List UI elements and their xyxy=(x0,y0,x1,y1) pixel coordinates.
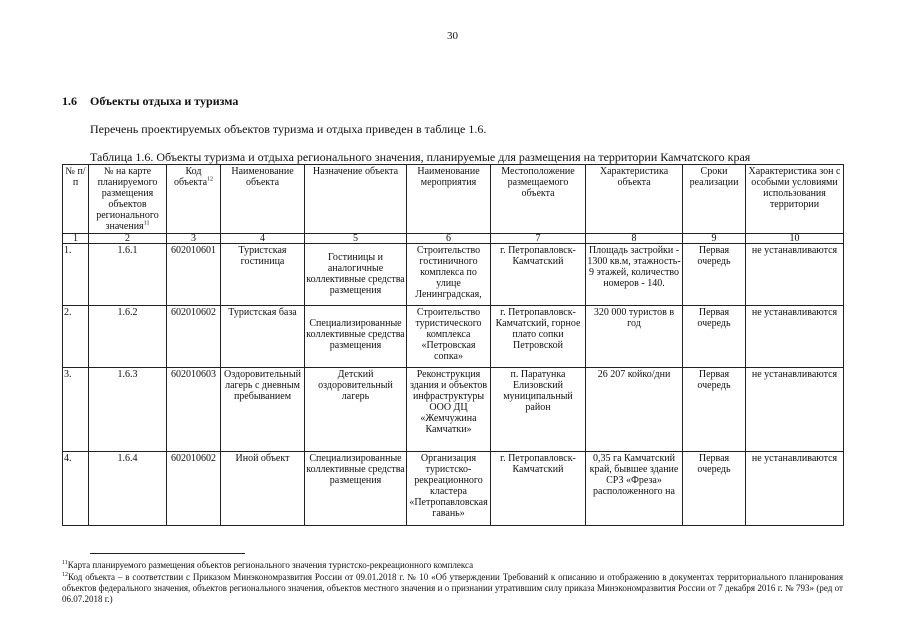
table-row xyxy=(63,244,844,306)
section-heading xyxy=(62,94,238,109)
cell-characteristics: Площадь застройки - 1300 кв.м, этажность- 9 этажей, количество номеров - 140. xyxy=(586,244,683,306)
cell-characteristics: 320 000 туристов в год xyxy=(586,306,683,368)
header-row xyxy=(63,165,844,234)
column-number: 5 xyxy=(305,234,407,244)
footnote-12 xyxy=(62,572,843,605)
cell-code: 602010601 xyxy=(167,244,221,306)
column-number: 2 xyxy=(89,234,167,244)
section-title: Объекты отдыха и туризма xyxy=(90,94,239,108)
table-row xyxy=(63,368,844,452)
header-no: № п/п xyxy=(63,165,89,234)
cell-purpose: Специализированные коллективные средства размещения xyxy=(305,452,407,526)
cell-location: г. Петропавловск-Камчатский, горное плато сопки Петровской xyxy=(491,306,586,368)
header-name: Наименование объекта xyxy=(221,165,305,234)
header-code-text: Код объекта xyxy=(173,166,208,188)
column-number: 8 xyxy=(586,234,683,244)
cell-event: Строительство туристического комплекса «Петровская сопка» xyxy=(407,306,491,368)
cell-zones: не устанавливаются xyxy=(746,452,844,526)
footnote-text: Карта планируемого размещения объектов регионального значения туристско-рекреационного комплекса xyxy=(67,560,474,570)
column-number: 3 xyxy=(167,234,221,244)
table-row xyxy=(63,306,844,368)
header-terms: Сроки реализации xyxy=(683,165,746,234)
cell-no: 2. xyxy=(63,306,89,368)
cell-purpose: Специализированные коллективные средства размещения xyxy=(305,306,407,368)
header-location: Местоположение размещаемого объекта xyxy=(491,165,586,234)
cell-purpose: Детский оздоровительный лагерь xyxy=(305,368,407,452)
cell-map-no: 1.6.4 xyxy=(89,452,167,526)
cell-location: г. Петропавловск-Камчатский xyxy=(491,244,586,306)
cell-name: Туристская гостиница xyxy=(221,244,305,306)
cell-name: Туристская база xyxy=(221,306,305,368)
objects-table xyxy=(62,164,844,526)
cell-event: Строительство гостиничного комплекса по улице Ленинградская, xyxy=(407,244,491,306)
cell-map-no: 1.6.1 xyxy=(89,244,167,306)
column-number-row xyxy=(63,234,844,244)
cell-terms: Первая очередь xyxy=(683,452,746,526)
footnote-11 xyxy=(62,560,473,570)
cell-characteristics: 0,35 га Камчатский край, бывшее здание СРЗ «Фреза» расположенного на xyxy=(586,452,683,526)
cell-location: г. Петропавловск-Камчатский xyxy=(491,452,586,526)
column-number: 1 xyxy=(63,234,89,244)
cell-zones: не устанавливаются xyxy=(746,368,844,452)
cell-name: Иной объект xyxy=(221,452,305,526)
cell-terms: Первая очередь xyxy=(683,368,746,452)
page-number: 30 xyxy=(447,30,458,42)
table-row xyxy=(63,452,844,526)
section-number: 1.6 xyxy=(62,94,77,108)
cell-map-no: 1.6.3 xyxy=(89,368,167,452)
footnote-ref-11: 11 xyxy=(143,220,150,227)
header-event: Наименование мероприятия xyxy=(407,165,491,234)
header-map-no xyxy=(89,165,167,234)
cell-zones: не устанавливаются xyxy=(746,244,844,306)
column-number: 6 xyxy=(407,234,491,244)
header-code xyxy=(167,165,221,234)
header-characteristics: Характеристика объекта xyxy=(586,165,683,234)
cell-no: 4. xyxy=(63,452,89,526)
header-zones: Характеристика зон с особыми условиями использования территории xyxy=(746,165,844,234)
footnote-ref-12: 12 xyxy=(207,176,214,183)
cell-code: 602010602 xyxy=(167,306,221,368)
column-number: 4 xyxy=(221,234,305,244)
cell-code: 602010603 xyxy=(167,368,221,452)
header-purpose: Назначение объекта xyxy=(305,165,407,234)
table-caption: Таблица 1.6. Объекты туризма и отдыха регионального значения, планируемые для размещения на территории Камчатского края xyxy=(90,150,751,164)
column-number: 10 xyxy=(746,234,844,244)
cell-no: 1. xyxy=(63,244,89,306)
cell-event: Организация туристско-рекреационного кластера «Петропавловская гавань» xyxy=(407,452,491,526)
intro-paragraph: Перечень проектируемых объектов туризма и отдыха приведен в таблице 1.6. xyxy=(90,122,487,136)
footnote-divider xyxy=(90,553,245,554)
cell-terms: Первая очередь xyxy=(683,306,746,368)
cell-zones: не устанавливаются xyxy=(746,306,844,368)
cell-name: Оздоровительный лагерь с дневным пребыванием xyxy=(221,368,305,452)
cell-purpose: Гостиницы и аналогичные коллективные средства размещения xyxy=(305,244,407,306)
cell-terms: Первая очередь xyxy=(683,244,746,306)
footnote-text: Код объекта – в соответствии с Приказом Минэкономразвития России от 09.01.2018 г. № 10 «Об утверждении Требований к описанию и отображению в документах территориального планирования объектов федерального значения, объектов регионального значения, объектов местного значения и о признании утратившим силу приказа Минэкономразвития России от 7 декабря 2016 г. № 793» (ред от 06.07.2018 г.) xyxy=(62,572,843,604)
cell-location: п. Паратунка Елизовский муниципальный район xyxy=(491,368,586,452)
column-number: 7 xyxy=(491,234,586,244)
cell-no: 3. xyxy=(63,368,89,452)
header-map-no-text: № на карте планируемого размещения объектов регионального значения xyxy=(96,166,159,232)
footnote-mark: 12 xyxy=(62,572,68,578)
cell-event: Реконструкция здания и объектов инфраструктуры ООО ДЦ «Жемчужина Камчатки» xyxy=(407,368,491,452)
cell-map-no: 1.6.2 xyxy=(89,306,167,368)
footnote-mark: 11 xyxy=(62,560,68,566)
cell-characteristics: 26 207 койко/дни xyxy=(586,368,683,452)
column-number: 9 xyxy=(683,234,746,244)
cell-code: 602010602 xyxy=(167,452,221,526)
